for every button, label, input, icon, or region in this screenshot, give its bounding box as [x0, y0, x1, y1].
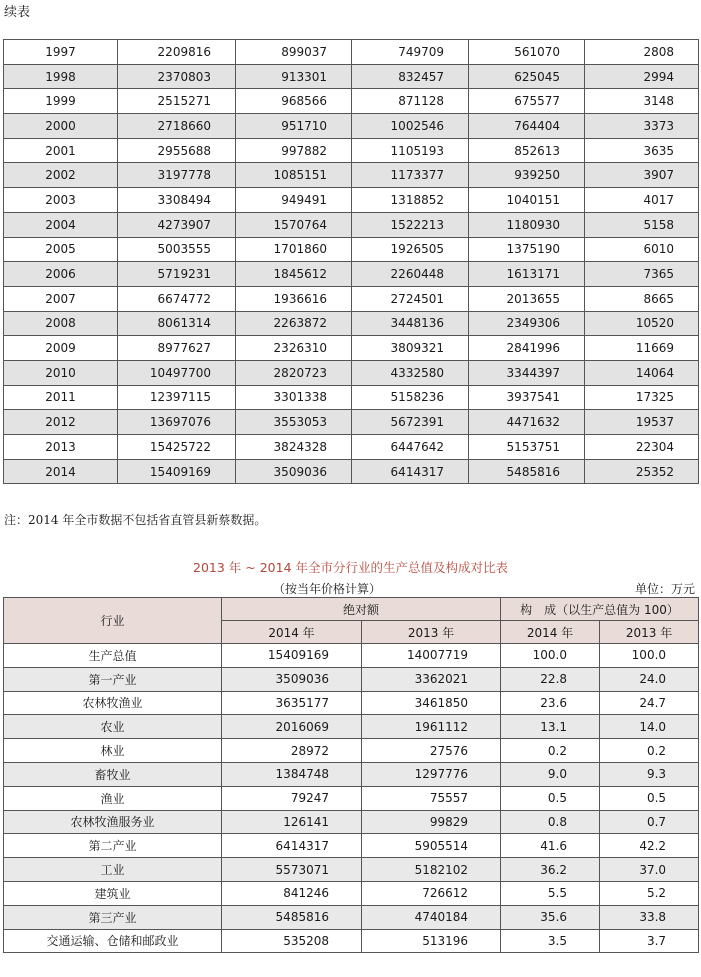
- table-row: [4, 385, 699, 410]
- table-cell: 2820723: [236, 360, 352, 385]
- table-cell: 2841996: [469, 336, 585, 361]
- table-cell: 14064: [585, 360, 699, 385]
- table-cell: 764404: [469, 114, 585, 139]
- table-row: [4, 336, 699, 361]
- table-cell: 5573071: [222, 858, 362, 882]
- table-cell: 8061314: [118, 311, 236, 336]
- continued-table-label: 续表: [4, 5, 31, 20]
- row-label-cell: 2008: [4, 311, 118, 336]
- table-cell: 3373: [585, 114, 699, 139]
- table-row: [4, 459, 699, 484]
- row-label-cell: 2014: [4, 459, 118, 484]
- table-cell: 2515271: [118, 89, 236, 114]
- header-abs-2013: 2013 年: [362, 621, 501, 644]
- table-cell: 17325: [585, 385, 699, 410]
- table-cell: 33.8: [600, 905, 699, 929]
- table-row: [4, 212, 699, 237]
- header-comp-2013: 2013 年: [600, 621, 699, 644]
- table-cell: 19537: [585, 410, 699, 435]
- table-cell: 5485816: [469, 459, 585, 484]
- table-cell: 535208: [222, 929, 362, 953]
- table-cell: 0.7: [600, 810, 699, 834]
- table-cell: 100.0: [501, 644, 600, 668]
- table-cell: 1297776: [362, 762, 501, 786]
- table-cell: 2326310: [236, 336, 352, 361]
- table-cell: 11669: [585, 336, 699, 361]
- table-row: [4, 881, 699, 905]
- row-label-cell: 2005: [4, 237, 118, 262]
- table-cell: 2209816: [118, 40, 236, 65]
- table-cell: 3197778: [118, 163, 236, 188]
- table-cell: 3824328: [236, 435, 352, 460]
- table-cell: 1936616: [236, 286, 352, 311]
- table-cell: 3907: [585, 163, 699, 188]
- table-row: [4, 163, 699, 188]
- row-label-cell: 生产总值: [4, 644, 222, 668]
- table-cell: 9.3: [600, 762, 699, 786]
- table-cell: 1375190: [469, 237, 585, 262]
- header-abs-2014: 2014 年: [222, 621, 362, 644]
- row-label-cell: 2011: [4, 385, 118, 410]
- table-cell: 28972: [222, 739, 362, 763]
- table-cell: 2263872: [236, 311, 352, 336]
- table-cell: 6414317: [222, 834, 362, 858]
- table-cell: 3.5: [501, 929, 600, 953]
- table-cell: 1613171: [469, 262, 585, 287]
- table-title: 2013 年 ~ 2014 年全市分行业的生产总值及构成对比表: [193, 560, 508, 575]
- table-cell: 75557: [362, 786, 501, 810]
- table-cell: 1522213: [352, 212, 469, 237]
- table-row: [4, 762, 699, 786]
- table-cell: 3509036: [236, 459, 352, 484]
- table-cell: 1105193: [352, 138, 469, 163]
- table-cell: 15409169: [118, 459, 236, 484]
- table-cell: 675577: [469, 89, 585, 114]
- table-cell: 3461850: [362, 691, 501, 715]
- table-row: [4, 644, 699, 668]
- table-cell: 100.0: [600, 644, 699, 668]
- table-cell: 4471632: [469, 410, 585, 435]
- row-label-cell: 第一产业: [4, 667, 222, 691]
- table-cell: 36.2: [501, 858, 600, 882]
- table-cell: 949491: [236, 188, 352, 213]
- header-comp-2014: 2014 年: [501, 621, 600, 644]
- table-row: [4, 929, 699, 953]
- table-cell: 13697076: [118, 410, 236, 435]
- table-cell: 2718660: [118, 114, 236, 139]
- table-cell: 8665: [585, 286, 699, 311]
- table-row: [4, 810, 699, 834]
- table-subtitle: （按当年价格计算）: [273, 582, 382, 596]
- row-label-cell: 2002: [4, 163, 118, 188]
- table-cell: 4332580: [352, 360, 469, 385]
- table-cell: 3635: [585, 138, 699, 163]
- table-row: [4, 89, 699, 114]
- table-row: [4, 691, 699, 715]
- table-cell: 1845612: [236, 262, 352, 287]
- table-cell: 5153751: [469, 435, 585, 460]
- table-cell: 3344397: [469, 360, 585, 385]
- table-cell: 3635177: [222, 691, 362, 715]
- table-row: [4, 286, 699, 311]
- row-label-cell: 2000: [4, 114, 118, 139]
- table-cell: 6674772: [118, 286, 236, 311]
- table-cell: 3.7: [600, 929, 699, 953]
- table-cell: 3509036: [222, 667, 362, 691]
- table-cell: 0.5: [501, 786, 600, 810]
- table-cell: 6447642: [352, 435, 469, 460]
- table-cell: 35.6: [501, 905, 600, 929]
- row-label-cell: 2004: [4, 212, 118, 237]
- row-label-cell: 农林牧渔服务业: [4, 810, 222, 834]
- table-cell: 871128: [352, 89, 469, 114]
- table-cell: 832457: [352, 64, 469, 89]
- row-label-cell: 第三产业: [4, 905, 222, 929]
- table-cell: 5905514: [362, 834, 501, 858]
- table-cell: 5182102: [362, 858, 501, 882]
- table-row: [4, 858, 699, 882]
- table-cell: 5672391: [352, 410, 469, 435]
- table-cell: 24.7: [600, 691, 699, 715]
- row-label-cell: 1999: [4, 89, 118, 114]
- table-cell: 2013655: [469, 286, 585, 311]
- table-cell: 1961112: [362, 715, 501, 739]
- table-cell: 1085151: [236, 163, 352, 188]
- table-cell: 7365: [585, 262, 699, 287]
- table-cell: 625045: [469, 64, 585, 89]
- table-cell: 1570764: [236, 212, 352, 237]
- table-cell: 10497700: [118, 360, 236, 385]
- table-row: [4, 360, 699, 385]
- row-label-cell: 林业: [4, 739, 222, 763]
- table-cell: 513196: [362, 929, 501, 953]
- table-cell: 3308494: [118, 188, 236, 213]
- table-cell: 5485816: [222, 905, 362, 929]
- table-cell: 3937541: [469, 385, 585, 410]
- row-label-cell: 畜牧业: [4, 762, 222, 786]
- table-row: [4, 40, 699, 65]
- table-cell: 0.8: [501, 810, 600, 834]
- table-cell: 3448136: [352, 311, 469, 336]
- table-cell: 2724501: [352, 286, 469, 311]
- row-label-cell: 2013: [4, 435, 118, 460]
- table-cell: 3301338: [236, 385, 352, 410]
- table-row: [4, 237, 699, 262]
- table-row: [4, 715, 699, 739]
- table-cell: 15409169: [222, 644, 362, 668]
- table-cell: 0.2: [600, 739, 699, 763]
- table-cell: 3362021: [362, 667, 501, 691]
- table-row: [4, 905, 699, 929]
- table-row: [4, 64, 699, 89]
- row-label-cell: 2003: [4, 188, 118, 213]
- unit-label: 单位：万元: [634, 582, 695, 596]
- table-cell: 1318852: [352, 188, 469, 213]
- table-cell: 1926505: [352, 237, 469, 262]
- row-label-cell: 2010: [4, 360, 118, 385]
- table-cell: 2994: [585, 64, 699, 89]
- table-cell: 852613: [469, 138, 585, 163]
- table-row: [4, 311, 699, 336]
- table-cell: 12397115: [118, 385, 236, 410]
- table-row: [4, 410, 699, 435]
- table-row: [4, 114, 699, 139]
- table-cell: 126141: [222, 810, 362, 834]
- table-cell: 15425722: [118, 435, 236, 460]
- table-cell: 3553053: [236, 410, 352, 435]
- table-cell: 10520: [585, 311, 699, 336]
- table-cell: 8977627: [118, 336, 236, 361]
- table-cell: 561070: [469, 40, 585, 65]
- table-cell: 1040151: [469, 188, 585, 213]
- table-cell: 939250: [469, 163, 585, 188]
- table-cell: 2370803: [118, 64, 236, 89]
- table-cell: 4740184: [362, 905, 501, 929]
- row-label-cell: 2012: [4, 410, 118, 435]
- table-cell: 1384748: [222, 762, 362, 786]
- table-cell: 5003555: [118, 237, 236, 262]
- table-cell: 6010: [585, 237, 699, 262]
- row-label-cell: 2009: [4, 336, 118, 361]
- table-row: [4, 138, 699, 163]
- table-row: [4, 188, 699, 213]
- table-cell: 5.2: [600, 881, 699, 905]
- table-cell: 951710: [236, 114, 352, 139]
- table-cell: 2808: [585, 40, 699, 65]
- table-note: 注：2014 年全市数据不包括省直管县新蔡数据。: [4, 513, 267, 527]
- table-cell: 2016069: [222, 715, 362, 739]
- table-cell: 899037: [236, 40, 352, 65]
- table-cell: 0.2: [501, 739, 600, 763]
- table-cell: 5158236: [352, 385, 469, 410]
- table-cell: 42.2: [600, 834, 699, 858]
- table-cell: 2955688: [118, 138, 236, 163]
- row-label-cell: 2001: [4, 138, 118, 163]
- row-label-cell: 农业: [4, 715, 222, 739]
- table-row: [4, 262, 699, 287]
- table-cell: 1180930: [469, 212, 585, 237]
- table-cell: 2349306: [469, 311, 585, 336]
- table-cell: 4273907: [118, 212, 236, 237]
- header-composition: 构 成（以生产总值为 100）: [501, 598, 699, 621]
- table-cell: 1002546: [352, 114, 469, 139]
- table-cell: 997882: [236, 138, 352, 163]
- table-row: [4, 435, 699, 460]
- table-cell: 13.1: [501, 715, 600, 739]
- row-label-cell: 第二产业: [4, 834, 222, 858]
- header-industry: 行业: [4, 598, 222, 644]
- table-cell: 3148: [585, 89, 699, 114]
- row-label-cell: 建筑业: [4, 881, 222, 905]
- table-cell: 5158: [585, 212, 699, 237]
- table-cell: 0.5: [600, 786, 699, 810]
- header-absolute: 绝对额: [222, 598, 501, 621]
- annual-data-table: [3, 39, 699, 484]
- table-cell: 1173377: [352, 163, 469, 188]
- table-cell: 5719231: [118, 262, 236, 287]
- table-row: [4, 667, 699, 691]
- row-label-cell: 1997: [4, 40, 118, 65]
- table-cell: 22.8: [501, 667, 600, 691]
- industry-comparison-table: [3, 597, 699, 953]
- table-cell: 1701860: [236, 237, 352, 262]
- row-label-cell: 渔业: [4, 786, 222, 810]
- table-cell: 4017: [585, 188, 699, 213]
- row-label-cell: 1998: [4, 64, 118, 89]
- table-cell: 22304: [585, 435, 699, 460]
- table-cell: 749709: [352, 40, 469, 65]
- table-cell: 24.0: [600, 667, 699, 691]
- table-cell: 841246: [222, 881, 362, 905]
- table-row: [4, 786, 699, 810]
- table-cell: 14.0: [600, 715, 699, 739]
- row-label-cell: 工业: [4, 858, 222, 882]
- table-cell: 99829: [362, 810, 501, 834]
- table-row: [4, 834, 699, 858]
- table-cell: 2260448: [352, 262, 469, 287]
- table-cell: 9.0: [501, 762, 600, 786]
- table-cell: 913301: [236, 64, 352, 89]
- table-cell: 5.5: [501, 881, 600, 905]
- table-cell: 23.6: [501, 691, 600, 715]
- table-cell: 6414317: [352, 459, 469, 484]
- table-cell: 41.6: [501, 834, 600, 858]
- row-label-cell: 2006: [4, 262, 118, 287]
- row-label-cell: 农林牧渔业: [4, 691, 222, 715]
- table-cell: 968566: [236, 89, 352, 114]
- row-label-cell: 2007: [4, 286, 118, 311]
- table-cell: 37.0: [600, 858, 699, 882]
- row-label-cell: 交通运输、仓储和邮政业: [4, 929, 222, 953]
- table-row: [4, 739, 699, 763]
- table-cell: 79247: [222, 786, 362, 810]
- table-cell: 27576: [362, 739, 501, 763]
- table-cell: 726612: [362, 881, 501, 905]
- table-cell: 3809321: [352, 336, 469, 361]
- table-cell: 14007719: [362, 644, 501, 668]
- table-cell: 25352: [585, 459, 699, 484]
